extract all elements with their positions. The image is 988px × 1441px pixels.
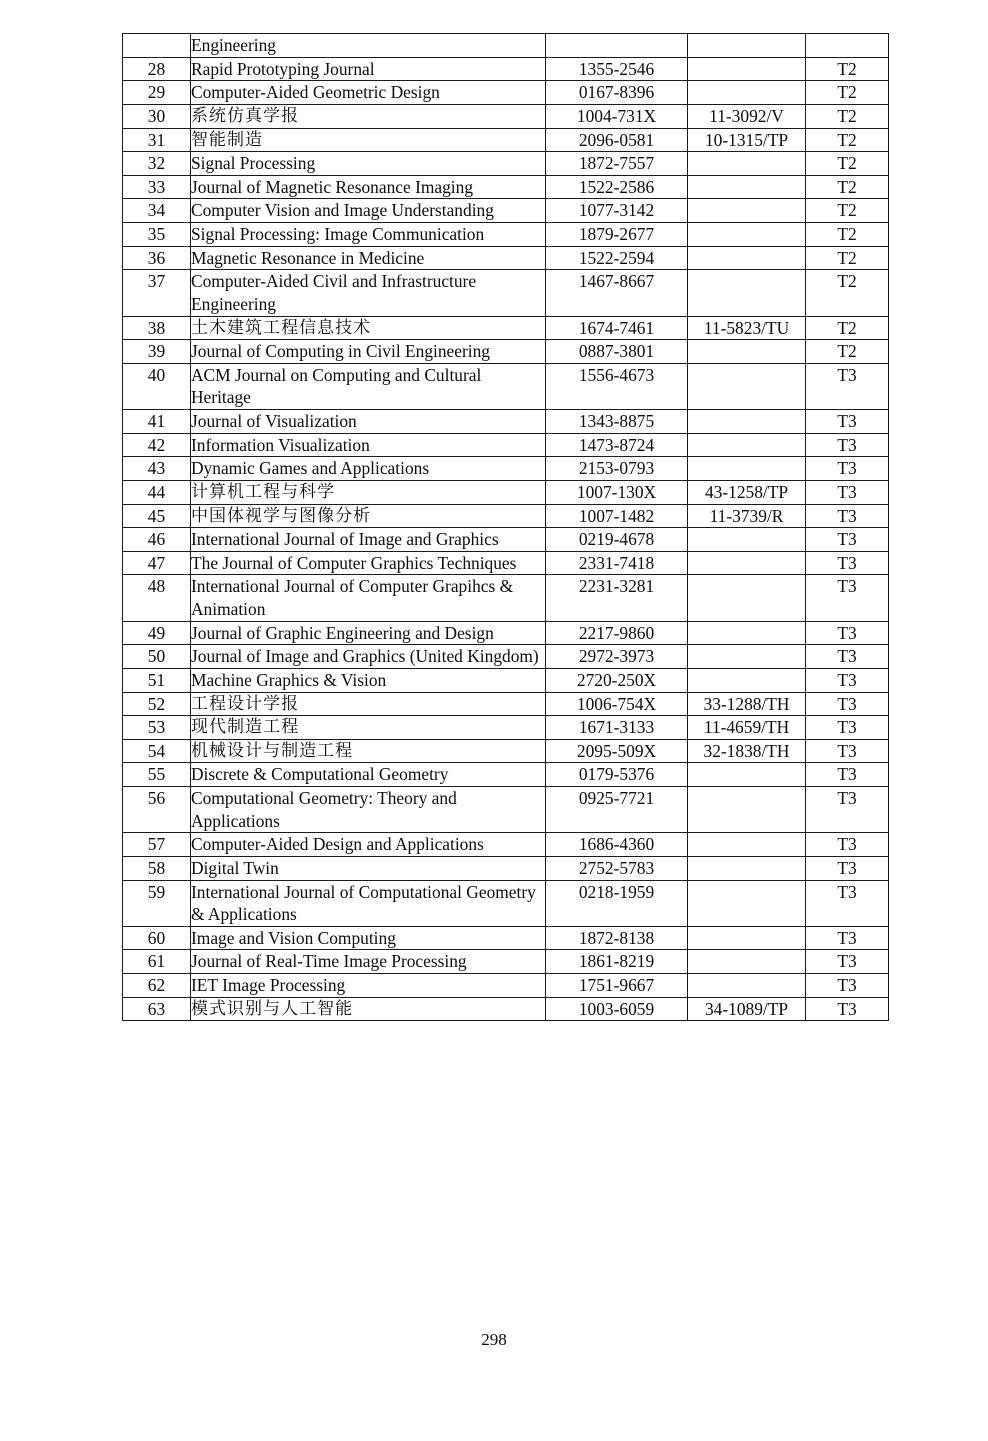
journal-name-cell: 现代制造工程 [191, 716, 546, 740]
row-index-cell: 47 [123, 551, 191, 575]
issn-cell: 2972-3973 [546, 645, 688, 669]
tier-cell: T3 [806, 763, 889, 787]
journal-name-cell: Computer-Aided Geometric Design [191, 81, 546, 105]
cn-number-cell [688, 457, 806, 481]
cn-number-cell: 34-1089/TP [688, 997, 806, 1021]
tier-cell: T2 [806, 246, 889, 270]
tier-cell [806, 34, 889, 58]
cn-number-cell: 11-3739/R [688, 504, 806, 528]
table-row [123, 856, 889, 880]
tier-cell: T3 [806, 856, 889, 880]
journal-name-cell: Journal of Real-Time Image Processing [191, 950, 546, 974]
cn-number-cell [688, 528, 806, 552]
cn-number-cell: 43-1258/TP [688, 480, 806, 504]
journal-name-cell: 计算机工程与科学 [191, 480, 546, 504]
row-index-cell: 30 [123, 104, 191, 128]
issn-cell: 1872-8138 [546, 926, 688, 950]
issn-cell: 0179-5376 [546, 763, 688, 787]
cn-number-cell [688, 363, 806, 409]
issn-cell: 2217-9860 [546, 621, 688, 645]
tier-cell: T2 [806, 223, 889, 247]
issn-cell: 2095-509X [546, 739, 688, 763]
journal-name-cell: Computer-Aided Civil and Infrastructure Engineering [191, 270, 546, 316]
table-row [123, 645, 889, 669]
row-index-cell: 57 [123, 833, 191, 857]
tier-cell: T3 [806, 410, 889, 434]
tier-cell: T2 [806, 340, 889, 364]
tier-cell: T3 [806, 787, 889, 833]
issn-cell: 1674-7461 [546, 316, 688, 340]
row-index-cell: 33 [123, 175, 191, 199]
cn-number-cell [688, 787, 806, 833]
issn-cell: 1006-754X [546, 692, 688, 716]
table-row [123, 668, 889, 692]
tier-cell: T3 [806, 457, 889, 481]
cn-number-cell [688, 926, 806, 950]
cn-number-cell [688, 246, 806, 270]
journal-name-cell: Digital Twin [191, 856, 546, 880]
cn-number-cell [688, 81, 806, 105]
issn-cell: 0925-7721 [546, 787, 688, 833]
cn-number-cell [688, 621, 806, 645]
tier-cell: T3 [806, 480, 889, 504]
tier-cell: T3 [806, 668, 889, 692]
row-index-cell: 51 [123, 668, 191, 692]
tier-cell: T2 [806, 81, 889, 105]
row-index-cell: 35 [123, 223, 191, 247]
issn-cell: 1077-3142 [546, 199, 688, 223]
journal-name-cell: Signal Processing: Image Communication [191, 223, 546, 247]
tier-cell: T2 [806, 316, 889, 340]
row-index-cell: 42 [123, 433, 191, 457]
journal-name-cell: Magnetic Resonance in Medicine [191, 246, 546, 270]
table-row [123, 223, 889, 247]
row-index-cell: 44 [123, 480, 191, 504]
table-row [123, 692, 889, 716]
table-row [123, 57, 889, 81]
cn-number-cell [688, 223, 806, 247]
issn-cell: 1861-8219 [546, 950, 688, 974]
issn-cell: 1522-2594 [546, 246, 688, 270]
tier-cell: T3 [806, 974, 889, 998]
journal-name-cell: 机械设计与制造工程 [191, 739, 546, 763]
table-row [123, 974, 889, 998]
tier-cell: T3 [806, 997, 889, 1021]
row-index-cell: 40 [123, 363, 191, 409]
journal-name-cell: ACM Journal on Computing and Cultural Heritage [191, 363, 546, 409]
row-index-cell: 55 [123, 763, 191, 787]
table-row [123, 504, 889, 528]
row-index-cell: 37 [123, 270, 191, 316]
row-index-cell: 53 [123, 716, 191, 740]
issn-cell: 1556-4673 [546, 363, 688, 409]
issn-cell: 1003-6059 [546, 997, 688, 1021]
issn-cell: 1007-1482 [546, 504, 688, 528]
table-row [123, 340, 889, 364]
row-index-cell: 50 [123, 645, 191, 669]
cn-number-cell [688, 152, 806, 176]
row-index-cell: 43 [123, 457, 191, 481]
cn-number-cell [688, 57, 806, 81]
cn-number-cell: 32-1838/TH [688, 739, 806, 763]
table-row [123, 246, 889, 270]
row-index-cell: 58 [123, 856, 191, 880]
issn-cell: 1522-2586 [546, 175, 688, 199]
issn-cell: 2331-7418 [546, 551, 688, 575]
tier-cell: T3 [806, 926, 889, 950]
cn-number-cell [688, 856, 806, 880]
issn-cell: 1467-8667 [546, 270, 688, 316]
cn-number-cell [688, 974, 806, 998]
journal-name-cell: Computer Vision and Image Understanding [191, 199, 546, 223]
table-row [123, 950, 889, 974]
issn-cell: 1879-2677 [546, 223, 688, 247]
journal-name-cell: The Journal of Computer Graphics Techniques [191, 551, 546, 575]
cn-number-cell [688, 950, 806, 974]
cn-number-cell [688, 270, 806, 316]
table-row [123, 128, 889, 152]
tier-cell: T3 [806, 645, 889, 669]
tier-cell: T2 [806, 199, 889, 223]
tier-cell: T3 [806, 739, 889, 763]
row-index-cell: 39 [123, 340, 191, 364]
issn-cell [546, 34, 688, 58]
journal-name-cell: 土木建筑工程信息技术 [191, 316, 546, 340]
cn-number-cell [688, 34, 806, 58]
table-row [123, 551, 889, 575]
journal-name-cell: International Journal of Computational Geometry & Applications [191, 880, 546, 926]
issn-cell: 1007-130X [546, 480, 688, 504]
journal-name-cell: IET Image Processing [191, 974, 546, 998]
journal-name-cell: Journal of Visualization [191, 410, 546, 434]
cn-number-cell [688, 551, 806, 575]
journal-name-cell: Signal Processing [191, 152, 546, 176]
table-row [123, 34, 889, 58]
journal-name-cell: Discrete & Computational Geometry [191, 763, 546, 787]
table-row [123, 270, 889, 316]
issn-cell: 2153-0793 [546, 457, 688, 481]
cn-number-cell [688, 833, 806, 857]
journal-name-cell: Journal of Graphic Engineering and Design [191, 621, 546, 645]
table-row [123, 433, 889, 457]
tier-cell: T3 [806, 575, 889, 621]
tier-cell: T3 [806, 528, 889, 552]
journal-name-cell: Rapid Prototyping Journal [191, 57, 546, 81]
journal-name-cell: 中国体视学与图像分析 [191, 504, 546, 528]
row-index-cell: 45 [123, 504, 191, 528]
row-index-cell: 48 [123, 575, 191, 621]
cn-number-cell [688, 763, 806, 787]
page-number: 298 [481, 1330, 507, 1349]
issn-cell: 1872-7557 [546, 152, 688, 176]
journal-name-cell: Journal of Computing in Civil Engineering [191, 340, 546, 364]
journal-catalogue-table [122, 33, 889, 1021]
row-index-cell [123, 34, 191, 58]
journal-name-cell: International Journal of Image and Graphics [191, 528, 546, 552]
journal-name-cell: 模式识别与人工智能 [191, 997, 546, 1021]
cn-number-cell: 10-1315/TP [688, 128, 806, 152]
table-row [123, 880, 889, 926]
cn-number-cell [688, 668, 806, 692]
row-index-cell: 62 [123, 974, 191, 998]
issn-cell: 0218-1959 [546, 880, 688, 926]
issn-cell: 2752-5783 [546, 856, 688, 880]
table-row [123, 104, 889, 128]
tier-cell: T3 [806, 363, 889, 409]
tier-cell: T3 [806, 833, 889, 857]
journal-name-cell: Machine Graphics & Vision [191, 668, 546, 692]
table-row [123, 716, 889, 740]
table-row [123, 621, 889, 645]
issn-cell: 1343-8875 [546, 410, 688, 434]
issn-cell: 1473-8724 [546, 433, 688, 457]
row-index-cell: 38 [123, 316, 191, 340]
table-row [123, 833, 889, 857]
row-index-cell: 31 [123, 128, 191, 152]
row-index-cell: 46 [123, 528, 191, 552]
tier-cell: T3 [806, 551, 889, 575]
table-body [123, 34, 889, 1021]
table-row [123, 81, 889, 105]
row-index-cell: 34 [123, 199, 191, 223]
tier-cell: T3 [806, 692, 889, 716]
journal-name-cell: Journal of Image and Graphics (United Kingdom) [191, 645, 546, 669]
tier-cell: T2 [806, 57, 889, 81]
row-index-cell: 36 [123, 246, 191, 270]
row-index-cell: 49 [123, 621, 191, 645]
row-index-cell: 60 [123, 926, 191, 950]
tier-cell: T2 [806, 175, 889, 199]
cn-number-cell: 11-5823/TU [688, 316, 806, 340]
cn-number-cell [688, 175, 806, 199]
cn-number-cell [688, 199, 806, 223]
table-row [123, 410, 889, 434]
cn-number-cell [688, 410, 806, 434]
table-row [123, 575, 889, 621]
journal-name-cell: 系统仿真学报 [191, 104, 546, 128]
cn-number-cell: 11-3092/V [688, 104, 806, 128]
cn-number-cell [688, 880, 806, 926]
row-index-cell: 61 [123, 950, 191, 974]
tier-cell: T2 [806, 152, 889, 176]
issn-cell: 2231-3281 [546, 575, 688, 621]
tier-cell: T2 [806, 128, 889, 152]
table-row [123, 152, 889, 176]
tier-cell: T2 [806, 104, 889, 128]
tier-cell: T3 [806, 716, 889, 740]
journal-name-cell: Journal of Magnetic Resonance Imaging [191, 175, 546, 199]
table-row [123, 997, 889, 1021]
table-row [123, 739, 889, 763]
row-index-cell: 56 [123, 787, 191, 833]
row-index-cell: 29 [123, 81, 191, 105]
cn-number-cell [688, 433, 806, 457]
journal-name-cell: Image and Vision Computing [191, 926, 546, 950]
tier-cell: T3 [806, 504, 889, 528]
tier-cell: T3 [806, 880, 889, 926]
issn-cell: 0887-3801 [546, 340, 688, 364]
row-index-cell: 32 [123, 152, 191, 176]
issn-cell: 1686-4360 [546, 833, 688, 857]
row-index-cell: 59 [123, 880, 191, 926]
cn-number-cell [688, 575, 806, 621]
table-row [123, 316, 889, 340]
tier-cell: T3 [806, 950, 889, 974]
journal-name-cell: Information Visualization [191, 433, 546, 457]
table-row [123, 175, 889, 199]
cn-number-cell [688, 340, 806, 364]
issn-cell: 0219-4678 [546, 528, 688, 552]
issn-cell: 1751-9667 [546, 974, 688, 998]
journal-name-cell: Computer-Aided Design and Applications [191, 833, 546, 857]
issn-cell: 2096-0581 [546, 128, 688, 152]
row-index-cell: 52 [123, 692, 191, 716]
table-row [123, 363, 889, 409]
table-row [123, 787, 889, 833]
table-row [123, 199, 889, 223]
table-row [123, 457, 889, 481]
journal-name-cell: Dynamic Games and Applications [191, 457, 546, 481]
tier-cell: T2 [806, 270, 889, 316]
cn-number-cell [688, 645, 806, 669]
row-index-cell: 63 [123, 997, 191, 1021]
row-index-cell: 28 [123, 57, 191, 81]
tier-cell: T3 [806, 433, 889, 457]
journal-name-cell: Computational Geometry: Theory and Applications [191, 787, 546, 833]
issn-cell: 1671-3133 [546, 716, 688, 740]
table-row [123, 528, 889, 552]
tier-cell: T3 [806, 621, 889, 645]
row-index-cell: 41 [123, 410, 191, 434]
issn-cell: 0167-8396 [546, 81, 688, 105]
table-row [123, 763, 889, 787]
journal-name-cell: 智能制造 [191, 128, 546, 152]
cn-number-cell: 33-1288/TH [688, 692, 806, 716]
journal-name-cell: Engineering [191, 34, 546, 58]
issn-cell: 2720-250X [546, 668, 688, 692]
journal-name-cell: International Journal of Computer Grapihcs & Animation [191, 575, 546, 621]
table-row [123, 480, 889, 504]
row-index-cell: 54 [123, 739, 191, 763]
table-row [123, 926, 889, 950]
issn-cell: 1004-731X [546, 104, 688, 128]
journal-name-cell: 工程设计学报 [191, 692, 546, 716]
issn-cell: 1355-2546 [546, 57, 688, 81]
cn-number-cell: 11-4659/TH [688, 716, 806, 740]
